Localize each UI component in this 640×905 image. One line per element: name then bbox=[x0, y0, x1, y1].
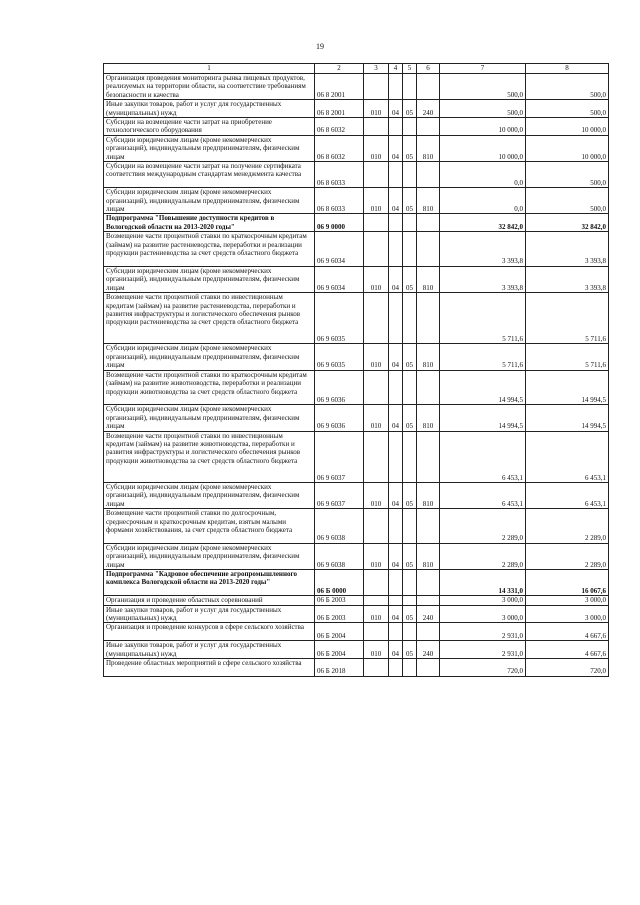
row-name: Иные закупки товаров, работ и услуг для государственных (муниципальных) нужд bbox=[104, 641, 315, 659]
row-col-5 bbox=[403, 74, 417, 100]
row-col-7: 10 000,0 bbox=[440, 118, 526, 136]
row-col-5 bbox=[403, 569, 417, 595]
row-col-7: 500,0 bbox=[440, 74, 526, 100]
row-col-8: 6 453,1 bbox=[526, 431, 609, 482]
row-col-6: 810 bbox=[417, 482, 440, 508]
table-row bbox=[104, 482, 609, 508]
row-col-6 bbox=[417, 74, 440, 100]
row-col-7: 6 453,1 bbox=[440, 431, 526, 482]
row-col-7: 2 931,0 bbox=[440, 623, 526, 641]
row-col-6 bbox=[417, 162, 440, 188]
row-code: 06 Б 0000 bbox=[315, 569, 364, 595]
row-col-3: 010 bbox=[364, 405, 389, 431]
row-col-7: 3 000,0 bbox=[440, 605, 526, 623]
row-col-5: 05 bbox=[403, 405, 417, 431]
row-code: 06 9 6036 bbox=[315, 370, 364, 405]
row-col-6: 240 bbox=[417, 641, 440, 659]
row-col-3 bbox=[364, 214, 389, 232]
row-col-8: 500,0 bbox=[526, 74, 609, 100]
row-col-7: 0,0 bbox=[440, 162, 526, 188]
row-code: 06 Б 2003 bbox=[315, 596, 364, 605]
row-col-8: 720,0 bbox=[526, 658, 609, 676]
row-col-8: 500,0 bbox=[526, 162, 609, 188]
row-col-6: 810 bbox=[417, 188, 440, 214]
row-col-7: 14 994,5 bbox=[440, 405, 526, 431]
row-col-7: 14 994,5 bbox=[440, 370, 526, 405]
header-col-7: 7 bbox=[440, 64, 526, 74]
row-col-8: 32 842,0 bbox=[526, 214, 609, 232]
row-col-6 bbox=[417, 658, 440, 676]
row-col-4 bbox=[389, 293, 403, 344]
row-col-4 bbox=[389, 596, 403, 605]
row-col-7: 14 331,0 bbox=[440, 569, 526, 595]
row-col-6 bbox=[417, 293, 440, 344]
table-row bbox=[104, 596, 609, 605]
row-col-3 bbox=[364, 232, 389, 267]
row-col-8: 10 000,0 bbox=[526, 118, 609, 136]
row-col-3 bbox=[364, 658, 389, 676]
row-col-5 bbox=[403, 370, 417, 405]
row-name: Возмещение части процентной ставки по долгосрочным, среднесрочным и краткосрочным кредитам, взятым малыми формами хозяйствования, за счет средств областного бюджета bbox=[104, 509, 315, 544]
row-code: 06 8 6032 bbox=[315, 118, 364, 136]
row-col-7: 2 931,0 bbox=[440, 641, 526, 659]
table-row bbox=[104, 569, 609, 595]
row-col-8: 3 000,0 bbox=[526, 596, 609, 605]
row-col-5: 05 bbox=[403, 188, 417, 214]
row-name: Субсидии юридическим лицам (кроме некоммерческих организаций), индивидуальным предпринимателям, физическим лицам bbox=[104, 482, 315, 508]
row-col-6 bbox=[417, 623, 440, 641]
row-col-4 bbox=[389, 370, 403, 405]
row-col-4: 04 bbox=[389, 135, 403, 161]
row-col-8: 500,0 bbox=[526, 100, 609, 118]
row-name: Возмещение части процентной ставки по инвестиционным кредитам (займам) на развитие растениеводства, переработки и развития инфраструктуры и логистического обеспечения рынков продукции растениеводства за счет средств областного бюджета bbox=[104, 293, 315, 344]
row-col-6 bbox=[417, 509, 440, 544]
row-col-6: 240 bbox=[417, 100, 440, 118]
row-name: Субсидии юридическим лицам (кроме некоммерческих организаций), индивидуальным предпринимателям, физическим лицам bbox=[104, 344, 315, 370]
row-col-4 bbox=[389, 569, 403, 595]
header-col-8: 8 bbox=[526, 64, 609, 74]
table-row bbox=[104, 214, 609, 232]
table-row bbox=[104, 344, 609, 370]
header-col-1: 1 bbox=[104, 64, 315, 74]
row-col-3: 010 bbox=[364, 482, 389, 508]
table-row bbox=[104, 605, 609, 623]
row-name: Субсидии юридическим лицам (кроме некоммерческих организаций), индивидуальным предпринимателям, физическим лицам bbox=[104, 135, 315, 161]
header-col-4: 4 bbox=[389, 64, 403, 74]
row-code: 06 8 2001 bbox=[315, 100, 364, 118]
row-code: 06 9 6035 bbox=[315, 344, 364, 370]
table-row bbox=[104, 543, 609, 569]
row-col-3 bbox=[364, 431, 389, 482]
row-col-8: 3 393,8 bbox=[526, 232, 609, 267]
row-col-5: 05 bbox=[403, 641, 417, 659]
row-code: 06 9 6038 bbox=[315, 509, 364, 544]
row-col-4 bbox=[389, 232, 403, 267]
row-code: 06 9 6037 bbox=[315, 482, 364, 508]
row-col-4 bbox=[389, 509, 403, 544]
row-col-7: 2 289,0 bbox=[440, 509, 526, 544]
row-col-3: 010 bbox=[364, 135, 389, 161]
row-col-8: 3 000,0 bbox=[526, 605, 609, 623]
row-col-8: 14 994,5 bbox=[526, 405, 609, 431]
row-name: Организация и проведение областных соревнований bbox=[104, 596, 315, 605]
row-col-4: 04 bbox=[389, 482, 403, 508]
budget-table bbox=[103, 63, 609, 677]
table-row bbox=[104, 370, 609, 405]
row-col-3 bbox=[364, 370, 389, 405]
row-col-4: 04 bbox=[389, 605, 403, 623]
row-code: 06 9 6037 bbox=[315, 431, 364, 482]
row-code: 06 9 6036 bbox=[315, 405, 364, 431]
table-body bbox=[104, 74, 609, 677]
table-row bbox=[104, 162, 609, 188]
row-col-3 bbox=[364, 623, 389, 641]
row-col-3 bbox=[364, 118, 389, 136]
row-col-3: 010 bbox=[364, 266, 389, 292]
row-col-7: 6 453,1 bbox=[440, 482, 526, 508]
row-col-4: 04 bbox=[389, 543, 403, 569]
row-code: 06 Б 2004 bbox=[315, 623, 364, 641]
row-col-5 bbox=[403, 293, 417, 344]
row-col-4 bbox=[389, 658, 403, 676]
row-name: Проведение областных мероприятий в сфере сельского хозяйства bbox=[104, 658, 315, 676]
row-col-8: 2 289,0 bbox=[526, 543, 609, 569]
row-col-7: 720,0 bbox=[440, 658, 526, 676]
row-col-7: 3 000,0 bbox=[440, 596, 526, 605]
row-code: 06 8 6033 bbox=[315, 162, 364, 188]
table-row bbox=[104, 658, 609, 676]
row-col-6 bbox=[417, 569, 440, 595]
row-col-6: 810 bbox=[417, 405, 440, 431]
row-name: Возмещение части процентной ставки по инвестиционным кредитам (займам) на развитие животноводства, переработки и развития инфраструктуры и логистического обеспечения рынков продукции животноводства за счет средств областного бюджета bbox=[104, 431, 315, 482]
row-col-6 bbox=[417, 118, 440, 136]
row-col-8: 6 453,1 bbox=[526, 482, 609, 508]
row-col-3: 010 bbox=[364, 641, 389, 659]
row-col-8: 4 667,6 bbox=[526, 623, 609, 641]
row-col-3: 010 bbox=[364, 100, 389, 118]
row-col-6: 810 bbox=[417, 543, 440, 569]
page-number: 19 bbox=[316, 42, 324, 51]
row-col-3 bbox=[364, 596, 389, 605]
row-col-5 bbox=[403, 162, 417, 188]
header-col-5: 5 bbox=[403, 64, 417, 74]
row-col-3 bbox=[364, 509, 389, 544]
table-row bbox=[104, 405, 609, 431]
row-col-6: 240 bbox=[417, 605, 440, 623]
row-code: 06 8 6032 bbox=[315, 135, 364, 161]
header-col-3: 3 bbox=[364, 64, 389, 74]
row-name: Субсидии юридическим лицам (кроме некоммерческих организаций), индивидуальным предпринимателям, физическим лицам bbox=[104, 405, 315, 431]
row-col-8: 4 667,6 bbox=[526, 641, 609, 659]
row-col-8: 3 393,8 bbox=[526, 266, 609, 292]
table-header-row bbox=[104, 64, 609, 74]
row-code: 06 9 6038 bbox=[315, 543, 364, 569]
row-col-4 bbox=[389, 162, 403, 188]
row-col-7: 3 393,8 bbox=[440, 266, 526, 292]
row-col-5 bbox=[403, 214, 417, 232]
table-row bbox=[104, 266, 609, 292]
row-col-8: 2 289,0 bbox=[526, 509, 609, 544]
row-col-8: 5 711,6 bbox=[526, 344, 609, 370]
row-col-6 bbox=[417, 232, 440, 267]
table-row bbox=[104, 431, 609, 482]
row-code: 06 Б 2018 bbox=[315, 658, 364, 676]
table-row bbox=[104, 232, 609, 267]
row-col-5 bbox=[403, 431, 417, 482]
row-col-4 bbox=[389, 214, 403, 232]
row-col-3 bbox=[364, 569, 389, 595]
row-col-8: 14 994,5 bbox=[526, 370, 609, 405]
row-col-3: 010 bbox=[364, 543, 389, 569]
row-code: 06 8 6033 bbox=[315, 188, 364, 214]
table-row bbox=[104, 509, 609, 544]
table-row bbox=[104, 135, 609, 161]
row-col-4 bbox=[389, 118, 403, 136]
row-col-6 bbox=[417, 431, 440, 482]
row-col-7: 32 842,0 bbox=[440, 214, 526, 232]
row-col-5: 05 bbox=[403, 543, 417, 569]
row-code: 06 9 6034 bbox=[315, 232, 364, 267]
row-col-5 bbox=[403, 232, 417, 267]
header-col-2: 2 bbox=[315, 64, 364, 74]
row-col-3 bbox=[364, 162, 389, 188]
row-col-7: 5 711,6 bbox=[440, 293, 526, 344]
table-row bbox=[104, 641, 609, 659]
row-col-7: 0,0 bbox=[440, 188, 526, 214]
row-col-4 bbox=[389, 623, 403, 641]
row-name: Субсидии на возмещение части затрат на приобретение технологического оборудования bbox=[104, 118, 315, 136]
row-name: Возмещение части процентной ставки по краткосрочным кредитам (займам) на развитие животноводства, переработки и реализации продукции животноводства за счет средств областного бюджета bbox=[104, 370, 315, 405]
row-col-8: 500,0 bbox=[526, 188, 609, 214]
row-col-4: 04 bbox=[389, 641, 403, 659]
row-col-6 bbox=[417, 370, 440, 405]
row-col-5: 05 bbox=[403, 344, 417, 370]
row-col-3: 010 bbox=[364, 344, 389, 370]
row-code: 06 9 6034 bbox=[315, 266, 364, 292]
row-col-5 bbox=[403, 118, 417, 136]
row-col-5: 05 bbox=[403, 482, 417, 508]
row-col-4: 04 bbox=[389, 344, 403, 370]
row-col-7: 2 289,0 bbox=[440, 543, 526, 569]
row-code: 06 9 0000 bbox=[315, 214, 364, 232]
row-col-3 bbox=[364, 74, 389, 100]
table-row bbox=[104, 188, 609, 214]
row-col-6 bbox=[417, 596, 440, 605]
row-name: Субсидии юридическим лицам (кроме некоммерческих организаций), индивидуальным предпринимателям, физическим лицам bbox=[104, 266, 315, 292]
row-col-4: 04 bbox=[389, 188, 403, 214]
table-row bbox=[104, 118, 609, 136]
row-code: 06 Б 2004 bbox=[315, 641, 364, 659]
row-code: 06 8 2001 bbox=[315, 74, 364, 100]
row-col-7: 3 393,8 bbox=[440, 232, 526, 267]
row-col-7: 500,0 bbox=[440, 100, 526, 118]
row-col-5: 05 bbox=[403, 135, 417, 161]
row-col-5 bbox=[403, 658, 417, 676]
row-col-3 bbox=[364, 293, 389, 344]
table-row bbox=[104, 623, 609, 641]
row-name: Возмещение части процентной ставки по краткосрочным кредитам (займам) на развитие растениеводства, переработки и реализации продукции растениеводства за счет средств областного бюджета bbox=[104, 232, 315, 267]
row-col-4 bbox=[389, 431, 403, 482]
row-col-3: 010 bbox=[364, 605, 389, 623]
row-col-6: 810 bbox=[417, 266, 440, 292]
row-col-7: 10 000,0 bbox=[440, 135, 526, 161]
row-col-8: 10 000,0 bbox=[526, 135, 609, 161]
row-col-8: 5 711,6 bbox=[526, 293, 609, 344]
table-row bbox=[104, 74, 609, 100]
row-name: Субсидии юридическим лицам (кроме некоммерческих организаций), индивидуальным предпринимателям, физическим лицам bbox=[104, 188, 315, 214]
row-col-4 bbox=[389, 74, 403, 100]
row-name: Организация проведения мониторинга рынка пищевых продуктов, реализуемых на территории области, на соответствие требованиям безопасности и качества bbox=[104, 74, 315, 100]
row-col-3: 010 bbox=[364, 188, 389, 214]
row-col-5 bbox=[403, 623, 417, 641]
row-col-7: 5 711,6 bbox=[440, 344, 526, 370]
row-col-8: 16 067,6 bbox=[526, 569, 609, 595]
row-col-6: 810 bbox=[417, 344, 440, 370]
row-col-5: 05 bbox=[403, 100, 417, 118]
row-col-4: 04 bbox=[389, 405, 403, 431]
row-code: 06 Б 2003 bbox=[315, 605, 364, 623]
row-col-5 bbox=[403, 596, 417, 605]
row-name: Иные закупки товаров, работ и услуг для государственных (муниципальных) нужд bbox=[104, 100, 315, 118]
row-col-5: 05 bbox=[403, 605, 417, 623]
row-col-5 bbox=[403, 509, 417, 544]
row-name: Субсидии на возмещение части затрат на получение сертификата соответствия международным стандартам менеджмента качества bbox=[104, 162, 315, 188]
row-col-6: 810 bbox=[417, 135, 440, 161]
row-code: 06 9 6035 bbox=[315, 293, 364, 344]
row-name: Подпрограмма "Кадровое обеспечение агропромышленного комплекса Вологодской области на 2013-2020 годы" bbox=[104, 569, 315, 595]
header-col-6: 6 bbox=[417, 64, 440, 74]
row-col-4: 04 bbox=[389, 266, 403, 292]
row-col-6 bbox=[417, 214, 440, 232]
row-col-5: 05 bbox=[403, 266, 417, 292]
table-row bbox=[104, 293, 609, 344]
row-name: Подпрограмма "Повышение доступности кредитов в Вологодской области на 2013-2020 годы" bbox=[104, 214, 315, 232]
table-row bbox=[104, 100, 609, 118]
row-name: Организация и проведение конкурсов в сфере сельского хозяйства bbox=[104, 623, 315, 641]
row-name: Субсидии юридическим лицам (кроме некоммерческих организаций), индивидуальным предпринимателям, физическим лицам bbox=[104, 543, 315, 569]
row-col-4: 04 bbox=[389, 100, 403, 118]
row-name: Иные закупки товаров, работ и услуг для государственных (муниципальных) нужд bbox=[104, 605, 315, 623]
